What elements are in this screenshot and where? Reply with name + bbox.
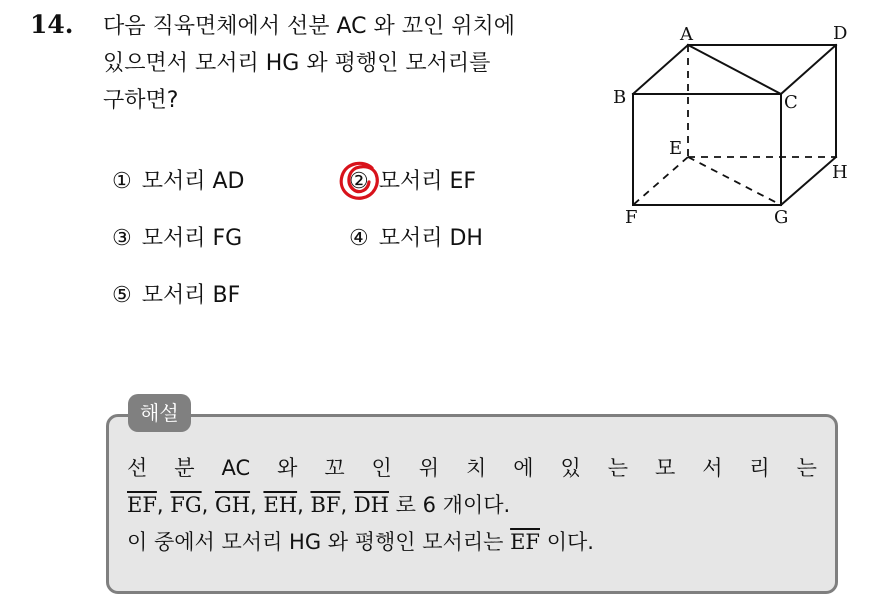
solution-word: 모 xyxy=(654,456,676,480)
solution-tag: 해설 xyxy=(128,394,191,432)
segment-ac xyxy=(688,45,781,94)
solution-line-3 xyxy=(127,524,827,561)
choice-number: ② xyxy=(349,169,369,194)
segment-eg xyxy=(688,157,781,205)
choice-label: 모서리 BF xyxy=(141,283,241,308)
choice-label: 모서리 FG xyxy=(141,226,243,251)
label-d: D xyxy=(833,23,848,44)
solution-line-2-suffix: 로 6 개이다. xyxy=(395,493,511,517)
choice-4[interactable] xyxy=(349,224,483,254)
question-line-2: 있으면서 모서리 HG 와 평행인 모서리를 xyxy=(103,51,491,76)
choice-3[interactable] xyxy=(112,224,242,254)
solution-text xyxy=(127,450,827,561)
edge-symbol: $\overline{EF}$ xyxy=(127,493,157,517)
choice-5[interactable] xyxy=(112,281,240,311)
label-c: C xyxy=(784,92,798,113)
choice-2[interactable] xyxy=(349,167,476,197)
question-text xyxy=(103,8,593,119)
choice-1[interactable] xyxy=(112,167,244,197)
solution-word: AC xyxy=(221,456,251,480)
solution-line-3-prefix: 이 중에서 모서리 HG 와 평행인 모서리는 xyxy=(127,530,504,554)
solution-word: 와 xyxy=(277,456,298,480)
solution-word: 분 xyxy=(174,456,195,480)
choice-label: 모서리 AD xyxy=(141,169,245,194)
label-h: H xyxy=(832,162,848,183)
choice-number: ③ xyxy=(112,226,132,251)
edge-symbol: $\overline{GH}$ xyxy=(214,493,251,517)
solution-word: 서 xyxy=(702,456,723,480)
solution-word: 꼬 xyxy=(324,456,345,480)
choice-number: ④ xyxy=(349,226,369,251)
solution-word: 인 xyxy=(371,456,392,480)
choice-label: 모서리 DH xyxy=(378,226,483,251)
solution-word: 선 xyxy=(127,456,148,480)
solution-word: 는 xyxy=(796,456,817,480)
edge-dc xyxy=(781,45,836,94)
label-g: G xyxy=(774,207,789,228)
label-a: A xyxy=(680,24,693,45)
edge-ab xyxy=(633,45,688,94)
label-f: F xyxy=(625,207,638,228)
label-e: E xyxy=(669,138,683,159)
cuboid-figure xyxy=(600,15,870,235)
edge-symbol: $\overline{BF}$ xyxy=(310,493,341,517)
solution-line-3-suffix: 이다. xyxy=(546,530,594,554)
edge-ef xyxy=(633,157,688,205)
solution-line-2: $\overline{EF}$, $\overline{FG}$, $\overline{GH}$, $\overline{EH}$, $\overline{BF}$, $\overline{DH}$ 로 6 개이다. xyxy=(127,493,511,517)
solution-line-1 xyxy=(127,450,817,487)
edge-symbol: $\overline{DH}$ xyxy=(353,493,389,517)
edge-hg xyxy=(781,157,836,205)
edge-symbol: $\overline{EH}$ xyxy=(263,493,298,517)
solution-word: 는 xyxy=(607,456,629,480)
solution-word: 리 xyxy=(749,456,770,480)
question-number: 14. xyxy=(30,10,74,39)
solution-word: 치 xyxy=(466,456,487,480)
choice-number: ⑤ xyxy=(112,283,132,308)
solution-word: 있 xyxy=(560,456,581,480)
choice-number: ① xyxy=(112,169,132,194)
solution-word: 위 xyxy=(418,456,440,480)
edge-symbol: $\overline{EF}$ xyxy=(510,530,540,554)
edge-symbol: $\overline{FG}$ xyxy=(170,493,202,517)
solution-word: 에 xyxy=(513,456,534,480)
label-b: B xyxy=(613,87,627,108)
question-line-1: 다음 직육면체에서 선분 AC 와 꼬인 위치에 xyxy=(103,14,516,39)
question-line-3: 구하면? xyxy=(103,88,179,113)
choice-label: 모서리 EF xyxy=(378,169,477,194)
